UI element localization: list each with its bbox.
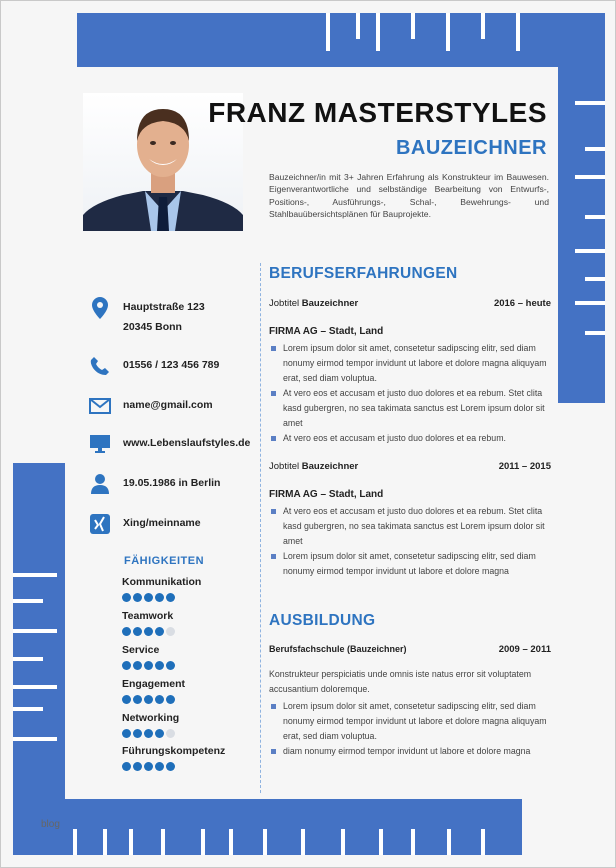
skill-label: Networking bbox=[122, 712, 180, 724]
contact-xing bbox=[89, 513, 259, 535]
list-item: Lorem ipsum dolor sit amet, consetetur sadipscing elitr, sed diam nonumy eirmod tempor invidunt ut labore et dolore magna aliquyam erat, sed diam voluptua. bbox=[269, 341, 551, 386]
mail-icon bbox=[89, 395, 111, 417]
rating-dot-filled bbox=[122, 593, 131, 602]
ruler-tick bbox=[446, 13, 450, 51]
ruler-tick bbox=[481, 13, 485, 39]
contact-address bbox=[89, 297, 259, 337]
address-street: Hauptstraße 123 bbox=[123, 301, 205, 313]
xing-icon bbox=[89, 513, 111, 535]
location-pin-icon bbox=[89, 297, 111, 319]
rating-dot-filled bbox=[144, 627, 153, 636]
contact-birth bbox=[89, 473, 259, 495]
ruler-tick bbox=[326, 13, 330, 51]
watermark: blog bbox=[41, 819, 60, 830]
phone-number: 01556 / 123 456 789 bbox=[123, 359, 220, 371]
left-ruler-bar bbox=[13, 463, 65, 835]
birth-info: 19.05.1986 in Berlin bbox=[123, 477, 221, 489]
rating-dot-filled bbox=[144, 695, 153, 704]
skill-item bbox=[122, 576, 262, 602]
ruler-tick bbox=[575, 301, 605, 305]
skill-label: Service bbox=[122, 644, 160, 656]
ruler-tick bbox=[585, 331, 605, 335]
rating-dot-filled bbox=[166, 593, 175, 602]
rating-dot-filled bbox=[122, 762, 131, 771]
education-heading: AUSBILDUNG bbox=[269, 612, 376, 629]
ruler-tick bbox=[263, 829, 267, 855]
rating-dot-filled bbox=[155, 695, 164, 704]
ruler-tick bbox=[411, 13, 415, 39]
ruler-tick bbox=[13, 599, 43, 603]
person-icon bbox=[89, 473, 111, 495]
job-title: Jobtitel Bauzeichner bbox=[269, 298, 359, 309]
list-item: At vero eos et accusam et justo duo dolores et ea rebum. Stet clita kasd gubergren, no sea takimata sanctus est Lorem ipsum dolor sit amet bbox=[269, 386, 551, 431]
skill-rating bbox=[122, 593, 262, 602]
ruler-tick bbox=[13, 629, 57, 633]
rating-dot-filled bbox=[166, 762, 175, 771]
ruler-tick bbox=[575, 101, 605, 105]
candidate-role: BAUZEICHNER bbox=[395, 137, 547, 159]
top-ruler-bar bbox=[77, 13, 605, 67]
skill-rating bbox=[122, 729, 262, 738]
rating-dot-filled bbox=[144, 661, 153, 670]
rating-dot-filled bbox=[166, 695, 175, 704]
rating-dot-filled bbox=[155, 661, 164, 670]
skill-rating bbox=[122, 695, 262, 704]
rating-dot-filled bbox=[133, 593, 142, 602]
contact-phone bbox=[89, 355, 259, 377]
ruler-tick bbox=[103, 829, 107, 855]
ruler-tick bbox=[161, 829, 165, 855]
rating-dot-filled bbox=[133, 729, 142, 738]
address-city: 20345 Bonn bbox=[123, 321, 182, 333]
list-item: At vero eos et accusam et justo duo dolores et ea rebum. bbox=[269, 431, 551, 446]
ruler-tick bbox=[13, 737, 57, 741]
ruler-tick bbox=[481, 829, 485, 855]
job-entry bbox=[269, 461, 551, 579]
skills-heading: FÄHIGKEITEN bbox=[124, 555, 205, 567]
rating-dot-filled bbox=[155, 729, 164, 738]
job-entry bbox=[269, 298, 551, 446]
rating-dot-empty bbox=[166, 627, 175, 636]
ruler-tick bbox=[73, 829, 77, 855]
education-bullets bbox=[269, 699, 551, 759]
ruler-tick bbox=[585, 215, 605, 219]
job-dates: 2011 – 2015 bbox=[498, 461, 551, 472]
ruler-tick bbox=[575, 175, 605, 179]
skill-rating bbox=[122, 661, 262, 670]
monitor-icon bbox=[89, 433, 111, 455]
ruler-tick bbox=[516, 13, 520, 51]
job-title: Jobtitel Bauzeichner bbox=[269, 461, 359, 472]
job-bullets bbox=[269, 341, 551, 446]
skill-label: Engagement bbox=[122, 678, 186, 690]
rating-dot-filled bbox=[166, 661, 175, 670]
bottom-ruler-bar bbox=[13, 799, 522, 855]
candidate-name: FRANZ MASTERSTYLES bbox=[208, 97, 547, 128]
rating-dot-empty bbox=[166, 729, 175, 738]
job-firm: FIRMA AG – Stadt, Land bbox=[269, 326, 384, 337]
rating-dot-filled bbox=[122, 627, 131, 636]
job-dates: 2016 – heute bbox=[493, 298, 551, 309]
ruler-tick bbox=[447, 829, 451, 855]
ruler-tick bbox=[411, 829, 415, 855]
skill-item bbox=[122, 610, 262, 636]
job-bullets bbox=[269, 504, 551, 579]
skill-item bbox=[122, 644, 262, 670]
ruler-tick bbox=[13, 707, 43, 711]
education-dates: 2009 – 2011 bbox=[498, 644, 551, 655]
ruler-tick bbox=[585, 277, 605, 281]
right-ruler-bar bbox=[558, 13, 605, 403]
ruler-tick bbox=[301, 829, 305, 855]
rating-dot-filled bbox=[144, 729, 153, 738]
experience-heading: BERUFSERFAHRUNGEN bbox=[269, 265, 458, 282]
ruler-tick bbox=[356, 13, 360, 39]
email-address: name@gmail.com bbox=[123, 399, 213, 411]
rating-dot-filled bbox=[133, 661, 142, 670]
ruler-tick bbox=[201, 829, 205, 855]
rating-dot-filled bbox=[133, 762, 142, 771]
rating-dot-filled bbox=[133, 695, 142, 704]
skill-label: Kommunikation bbox=[122, 576, 202, 588]
skill-label: Teamwork bbox=[122, 610, 174, 622]
list-item: diam nonumy eirmod tempor invidunt ut labore et dolore magna bbox=[269, 744, 551, 759]
rating-dot-filled bbox=[122, 661, 131, 670]
ruler-tick bbox=[13, 657, 43, 661]
skill-label: Führungskompetenz bbox=[122, 745, 226, 757]
skill-item bbox=[122, 678, 262, 704]
phone-icon bbox=[89, 355, 111, 377]
ruler-tick bbox=[575, 249, 605, 253]
list-item: Lorem ipsum dolor sit amet, consetetur sadipscing elitr, sed diam nonumy eirmod tempor invidunt ut labore et dolore magna bbox=[269, 549, 551, 579]
rating-dot-filled bbox=[122, 729, 131, 738]
ruler-tick bbox=[13, 685, 57, 689]
ruler-tick bbox=[13, 573, 57, 577]
education-entry bbox=[269, 644, 551, 759]
skill-rating bbox=[122, 762, 262, 771]
rating-dot-filled bbox=[144, 593, 153, 602]
skill-item bbox=[122, 712, 262, 738]
ruler-tick bbox=[585, 147, 605, 151]
job-firm: FIRMA AG – Stadt, Land bbox=[269, 489, 384, 500]
list-item: At vero eos et accusam et justo duo dolores et ea rebum. Stet clita kasd gubergren, no sea takimata sanctus est Lorem ipsum dolor sit amet bbox=[269, 504, 551, 549]
xing-profile: Xing/meinname bbox=[123, 517, 201, 529]
ruler-tick bbox=[229, 829, 233, 855]
column-divider bbox=[260, 263, 261, 793]
ruler-tick bbox=[341, 829, 345, 855]
contact-email bbox=[89, 395, 259, 417]
skill-item bbox=[122, 745, 262, 771]
ruler-tick bbox=[129, 829, 133, 855]
rating-dot-filled bbox=[133, 627, 142, 636]
rating-dot-filled bbox=[155, 762, 164, 771]
profile-summary: Bauzeichner/in mit 3+ Jahren Erfahrung als Konstrukteur im Bauwesen. Eigenverantwortliche und selbständige Bearbeitung von Entwurfs-, Positions-, Ausführungs-, Schal-, Bewehrungs- und Stahlbauübersichtsplänen für Bauprojekte. bbox=[269, 172, 549, 220]
rating-dot-filled bbox=[122, 695, 131, 704]
rating-dot-filled bbox=[155, 593, 164, 602]
list-item: Lorem ipsum dolor sit amet, consetetur sadipscing elitr, sed diam nonumy eirmod tempor invidunt ut labore et dolore magna aliquyam erat, sed diam voluptua. bbox=[269, 699, 551, 744]
website-url: www.Lebenslaufstyles.de bbox=[123, 437, 251, 449]
rating-dot-filled bbox=[155, 627, 164, 636]
ruler-tick bbox=[379, 829, 383, 855]
rating-dot-filled bbox=[144, 762, 153, 771]
ruler-tick bbox=[376, 13, 380, 51]
skill-rating bbox=[122, 627, 262, 636]
education-school: Berufsfachschule (Bauzeichner) bbox=[269, 644, 407, 654]
contact-website bbox=[89, 433, 259, 455]
education-text: Konstrukteur perspiciatis unde omnis iste natus error sit voluptatem accusantium doloremque. bbox=[269, 669, 532, 694]
